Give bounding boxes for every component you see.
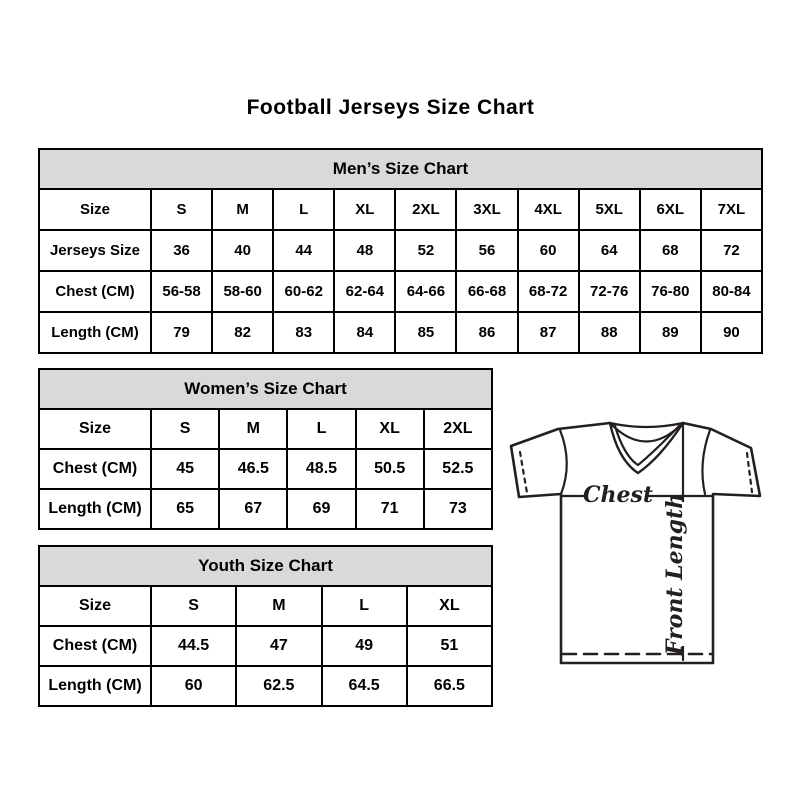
- size-cell: 7XL: [701, 189, 762, 230]
- row-label: Size: [39, 189, 151, 230]
- value-cell: 48.5: [287, 449, 355, 489]
- value-cell: 56: [456, 230, 517, 271]
- value-cell: 62.5: [236, 666, 321, 706]
- size-cell: 4XL: [518, 189, 579, 230]
- size-cell: 5XL: [579, 189, 640, 230]
- chest-label: Chest: [582, 482, 654, 508]
- value-cell: 58-60: [212, 271, 273, 312]
- row-label: Size: [39, 409, 151, 449]
- row-label: Length (CM): [39, 666, 151, 706]
- size-cell: L: [273, 189, 334, 230]
- table-row: [39, 189, 762, 230]
- size-cell: M: [219, 409, 287, 449]
- value-cell: 66-68: [456, 271, 517, 312]
- value-cell: 44.5: [151, 626, 236, 666]
- jersey-diagram: [497, 408, 767, 673]
- value-cell: 66.5: [407, 666, 492, 706]
- value-cell: 67: [219, 489, 287, 529]
- value-cell: 48: [334, 230, 395, 271]
- size-cell: 3XL: [456, 189, 517, 230]
- jersey-outline: [511, 423, 760, 663]
- table-header-row: [39, 149, 762, 189]
- value-cell: 40: [212, 230, 273, 271]
- womens-size-table: [38, 368, 493, 530]
- table-row: [39, 230, 762, 271]
- table-row: [39, 626, 492, 666]
- front-length-label: Front Length: [662, 492, 688, 656]
- table-row: [39, 312, 762, 353]
- value-cell: 47: [236, 626, 321, 666]
- value-cell: 62-64: [334, 271, 395, 312]
- value-cell: 73: [424, 489, 492, 529]
- value-cell: 56-58: [151, 271, 212, 312]
- value-cell: 60: [151, 666, 236, 706]
- row-label: Size: [39, 586, 151, 626]
- value-cell: 60: [518, 230, 579, 271]
- value-cell: 36: [151, 230, 212, 271]
- value-cell: 65: [151, 489, 219, 529]
- size-cell: XL: [407, 586, 492, 626]
- womens-table-title: Women’s Size Chart: [39, 369, 492, 409]
- size-cell: M: [236, 586, 321, 626]
- value-cell: 86: [456, 312, 517, 353]
- row-label: Length (CM): [39, 489, 151, 529]
- size-cell: 2XL: [424, 409, 492, 449]
- value-cell: 44: [273, 230, 334, 271]
- size-cell: S: [151, 586, 236, 626]
- row-label: Length (CM): [39, 312, 151, 353]
- table-row: [39, 271, 762, 312]
- size-cell: XL: [334, 189, 395, 230]
- table-header-row: [39, 369, 492, 409]
- size-cell: 6XL: [640, 189, 701, 230]
- size-cell: 2XL: [395, 189, 456, 230]
- row-label: Chest (CM): [39, 449, 151, 489]
- size-cell: XL: [356, 409, 424, 449]
- row-label: Chest (CM): [39, 626, 151, 666]
- value-cell: 68: [640, 230, 701, 271]
- value-cell: 51: [407, 626, 492, 666]
- value-cell: 71: [356, 489, 424, 529]
- value-cell: 50.5: [356, 449, 424, 489]
- row-label: Chest (CM): [39, 271, 151, 312]
- table-row: [39, 409, 492, 449]
- size-cell: L: [287, 409, 355, 449]
- value-cell: 84: [334, 312, 395, 353]
- value-cell: 76-80: [640, 271, 701, 312]
- value-cell: 52.5: [424, 449, 492, 489]
- value-cell: 87: [518, 312, 579, 353]
- value-cell: 64-66: [395, 271, 456, 312]
- value-cell: 60-62: [273, 271, 334, 312]
- value-cell: 90: [701, 312, 762, 353]
- value-cell: 85: [395, 312, 456, 353]
- table-row: [39, 666, 492, 706]
- value-cell: 52: [395, 230, 456, 271]
- value-cell: 82: [212, 312, 273, 353]
- value-cell: 68-72: [518, 271, 579, 312]
- mens-table-title: Men’s Size Chart: [39, 149, 762, 189]
- table-row: [39, 586, 492, 626]
- size-cell: S: [151, 189, 212, 230]
- value-cell: 88: [579, 312, 640, 353]
- youth-size-table: [38, 545, 493, 707]
- value-cell: 46.5: [219, 449, 287, 489]
- table-row: [39, 449, 492, 489]
- value-cell: 79: [151, 312, 212, 353]
- size-cell: S: [151, 409, 219, 449]
- value-cell: 80-84: [701, 271, 762, 312]
- size-cell: L: [322, 586, 407, 626]
- value-cell: 49: [322, 626, 407, 666]
- mens-size-table: [38, 148, 763, 354]
- value-cell: 69: [287, 489, 355, 529]
- value-cell: 72-76: [579, 271, 640, 312]
- table-header-row: [39, 546, 492, 586]
- value-cell: 64.5: [322, 666, 407, 706]
- table-row: [39, 489, 492, 529]
- size-cell: M: [212, 189, 273, 230]
- value-cell: 64: [579, 230, 640, 271]
- value-cell: 83: [273, 312, 334, 353]
- value-cell: 45: [151, 449, 219, 489]
- youth-table-title: Youth Size Chart: [39, 546, 492, 586]
- row-label: Jerseys Size: [39, 230, 151, 271]
- value-cell: 72: [701, 230, 762, 271]
- page-title: Football Jerseys Size Chart: [246, 96, 535, 119]
- value-cell: 89: [640, 312, 701, 353]
